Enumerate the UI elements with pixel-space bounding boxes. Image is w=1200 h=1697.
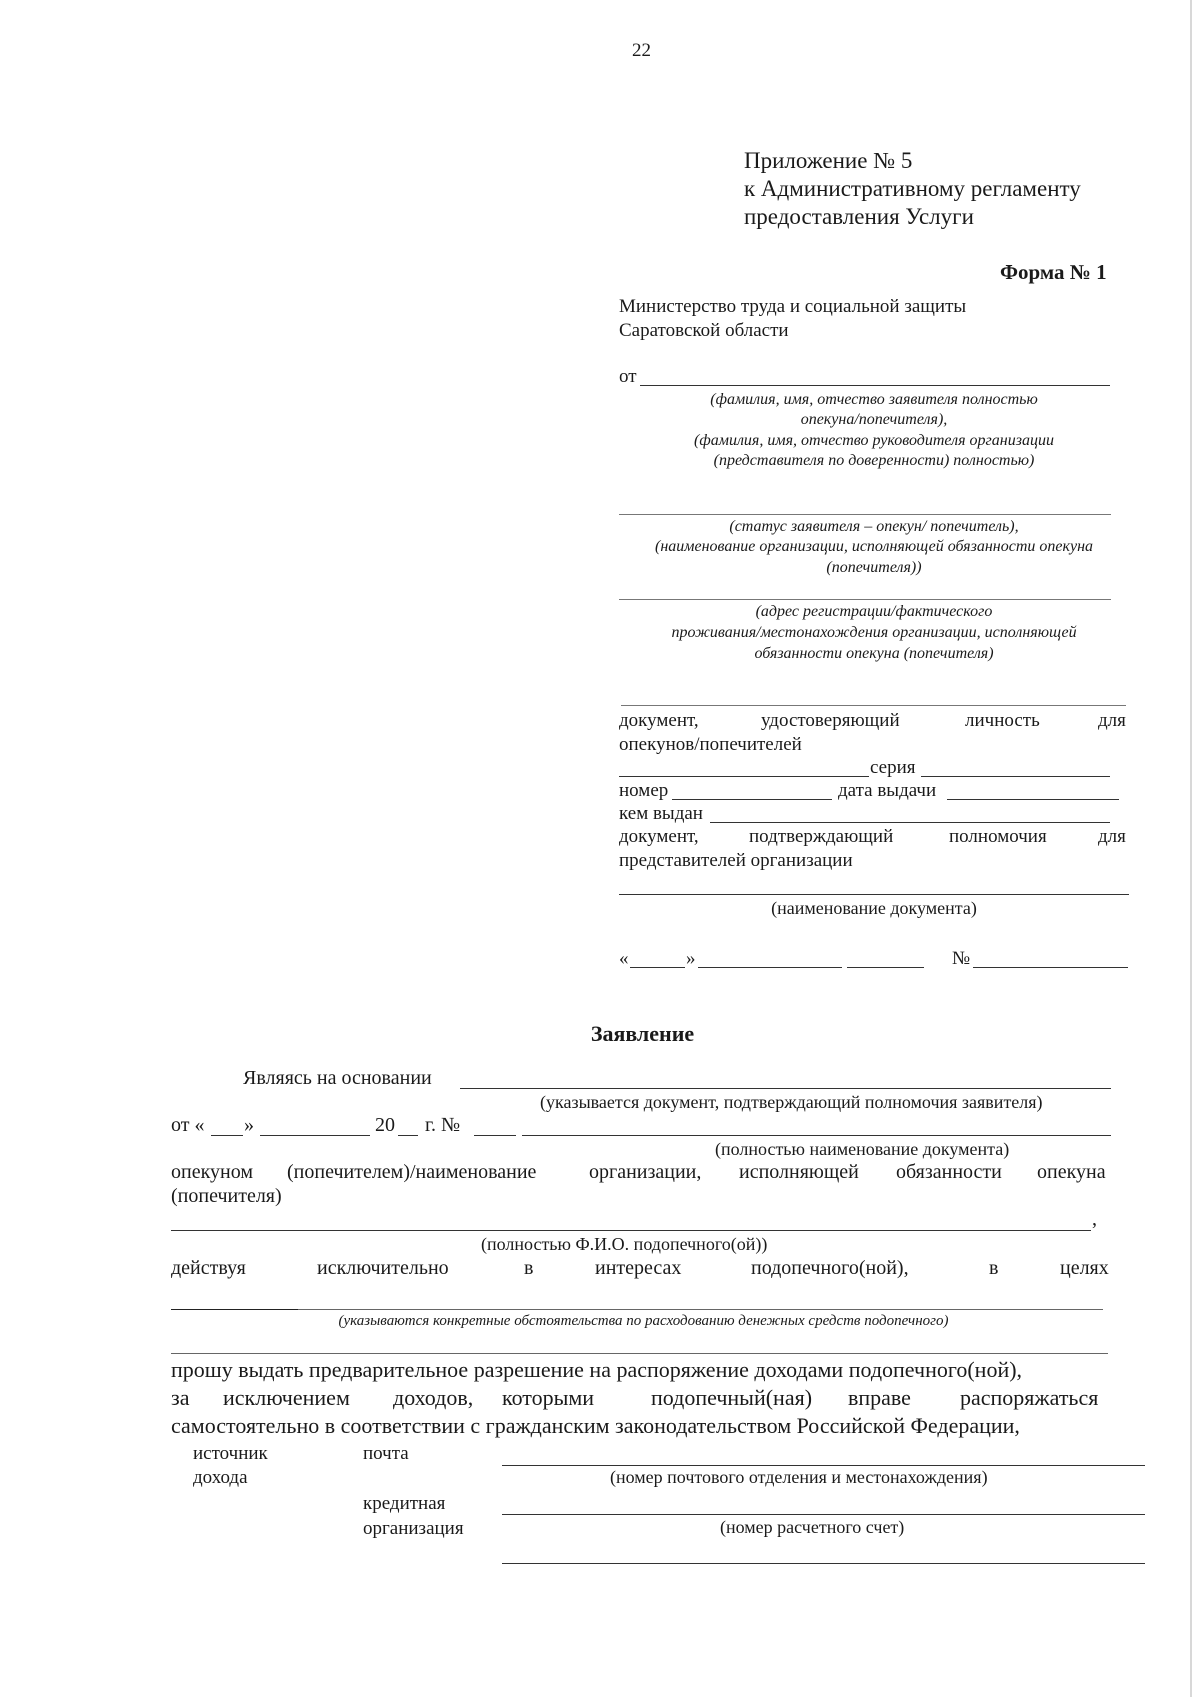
id-doc-word: для <box>1098 710 1126 731</box>
from-hint: (фамилия, имя, отчество руководителя организации <box>694 432 1054 449</box>
credit-org-label: организация <box>363 1518 464 1539</box>
guardian-word: опекуном <box>171 1161 253 1183</box>
request-word: исключением <box>223 1385 350 1410</box>
ward-comma: , <box>1092 1208 1097 1230</box>
status-hint: (наименование организации, исполняющей обязанности опекуна <box>655 538 1093 555</box>
guardian-word: организации, <box>589 1161 702 1183</box>
addressee-line: Министерство труда и социальной защиты <box>619 296 967 317</box>
acting-word: интересах <box>595 1257 682 1279</box>
auth-doc-name-hint: (наименование документа) <box>771 898 977 918</box>
year-field[interactable] <box>398 1135 418 1136</box>
basis-hint: (указывается документ, подтверждающий полномочия заявителя) <box>540 1092 1043 1112</box>
appendix-subtitle: к Административному регламенту <box>744 176 1081 201</box>
acting-word: подопечного(ной), <box>751 1257 909 1279</box>
guardian-word: (попечителем)/наименование <box>287 1161 537 1183</box>
address-hint: обязанности опекуна (попечителя) <box>754 645 994 662</box>
doc-number-field[interactable] <box>474 1135 516 1136</box>
series-field[interactable] <box>921 776 1110 777</box>
auth-doc-date-open: « <box>619 948 629 969</box>
from-hint: (представителя по доверенности) полностью) <box>713 452 1035 469</box>
page-number: 22 <box>632 40 651 61</box>
auth-doc-word: подтверждающий <box>749 826 894 847</box>
post-label: почта <box>363 1443 409 1464</box>
basis-field[interactable] <box>460 1088 1111 1089</box>
request-word: подопечный(ная) <box>651 1385 813 1410</box>
year-suffix: г. № <box>425 1114 461 1136</box>
income-source-label: дохода <box>193 1467 248 1488</box>
request-word: которыми <box>502 1385 595 1410</box>
post-field[interactable] <box>502 1465 1145 1466</box>
series-label: серия <box>870 757 916 778</box>
from-hint: опекуна/попечителя), <box>800 411 948 428</box>
number-label: номер <box>619 780 669 801</box>
form-label: Форма № 1 <box>1000 260 1107 284</box>
issued-by-label: кем выдан <box>619 803 703 824</box>
status-field[interactable] <box>619 514 1111 515</box>
auth-doc-word: документ, <box>619 826 699 847</box>
doc-hint: (полностью наименование документа) <box>715 1139 1010 1159</box>
acting-word: целях <box>1060 1257 1109 1279</box>
status-hint: (попечителя)) <box>826 559 922 576</box>
id-doc-line2: опекунов/попечителей <box>619 734 802 755</box>
request-line: прошу выдать предварительное разрешение на распоряжение доходами подопечного(ной), <box>171 1357 1023 1382</box>
year-prefix: 20 <box>375 1114 395 1136</box>
request-word: доходов, <box>393 1385 474 1410</box>
acting-word: исключительно <box>317 1257 449 1279</box>
issued-by-field[interactable] <box>710 822 1110 823</box>
purpose-field-start[interactable] <box>171 1309 298 1310</box>
id-doc-word: удостоверяющий <box>761 710 900 731</box>
acting-word: действуя <box>171 1257 246 1279</box>
auth-doc-word: полномочия <box>949 826 1047 847</box>
id-doc-type-field[interactable] <box>619 776 869 777</box>
request-word: вправе <box>848 1385 911 1410</box>
auth-doc-word: для <box>1098 826 1126 847</box>
auth-doc-year-field[interactable] <box>847 967 924 968</box>
purpose-field[interactable] <box>298 1309 1103 1310</box>
from-date-prefix: от « <box>171 1114 205 1136</box>
auth-doc-name-field[interactable] <box>619 894 1129 895</box>
id-doc-word: личность <box>965 710 1040 731</box>
ward-name-field[interactable] <box>171 1230 1091 1231</box>
appendix-title: Приложение № 5 <box>744 148 913 173</box>
auth-doc-day-field[interactable] <box>630 967 685 968</box>
post-hint: (номер почтового отделения и местонахождения) <box>610 1467 988 1487</box>
appendix-subtitle: предоставления Услуги <box>744 204 974 229</box>
id-doc-word: документ, <box>619 710 699 731</box>
doc-name-field[interactable] <box>522 1135 1111 1136</box>
auth-doc-month-field[interactable] <box>698 967 842 968</box>
from-day-field[interactable] <box>211 1135 243 1136</box>
document-title: Заявление <box>590 1021 695 1046</box>
acting-word: в <box>524 1257 534 1279</box>
auth-doc-date-close: » <box>686 948 696 969</box>
acting-word: в <box>989 1257 999 1279</box>
guardian-word: обязанности <box>896 1161 1002 1183</box>
from-field[interactable] <box>640 385 1110 386</box>
address-hint: проживания/местонахождения организации, исполняющей <box>671 624 1077 641</box>
purpose-field-extra[interactable] <box>171 1353 1108 1354</box>
credit-org-field[interactable] <box>502 1514 1145 1515</box>
guardian-line2: (попечителя) <box>171 1185 282 1207</box>
auth-doc-number-sign: № <box>952 948 971 969</box>
from-date-close: » <box>244 1114 254 1136</box>
credit-org-label: кредитная <box>363 1493 446 1514</box>
ward-hint: (полностью Ф.И.О. подопечного(ой)) <box>481 1234 768 1254</box>
from-month-field[interactable] <box>260 1135 370 1136</box>
basis-label: Являясь на основании <box>243 1067 432 1089</box>
issue-date-field[interactable] <box>947 799 1119 800</box>
request-word: распоряжаться <box>960 1385 1099 1410</box>
from-hint: (фамилия, имя, отчество заявителя полностью <box>710 391 1038 408</box>
purpose-hint: (указываются конкретные обстоятельства по расходованию денежных средств подопечного) <box>338 1313 949 1329</box>
addressee-line: Саратовской области <box>619 320 789 341</box>
auth-doc-number-field[interactable] <box>973 967 1128 968</box>
address-field[interactable] <box>619 599 1111 600</box>
number-field[interactable] <box>672 799 832 800</box>
guardian-word: исполняющей <box>739 1161 859 1183</box>
id-doc-top-field[interactable] <box>621 705 1126 706</box>
account-number-field[interactable] <box>502 1563 1145 1564</box>
income-source-label: источник <box>193 1443 268 1464</box>
guardian-word: опекуна <box>1037 1161 1106 1183</box>
address-hint: (адрес регистрации/фактического <box>755 603 993 620</box>
auth-doc-line2: представителей организации <box>619 850 853 871</box>
page-edge-scrollbar[interactable] <box>1190 0 1192 1697</box>
credit-hint: (номер расчетного счет) <box>720 1517 905 1537</box>
issue-date-label: дата выдачи <box>838 780 937 801</box>
from-label: от <box>619 366 637 387</box>
request-line: самостоятельно в соответствии с гражданским законодательством Российской Федерации, <box>171 1413 1020 1438</box>
status-hint: (статус заявителя – опекун/ попечитель), <box>729 518 1019 535</box>
request-word: за <box>171 1385 190 1410</box>
